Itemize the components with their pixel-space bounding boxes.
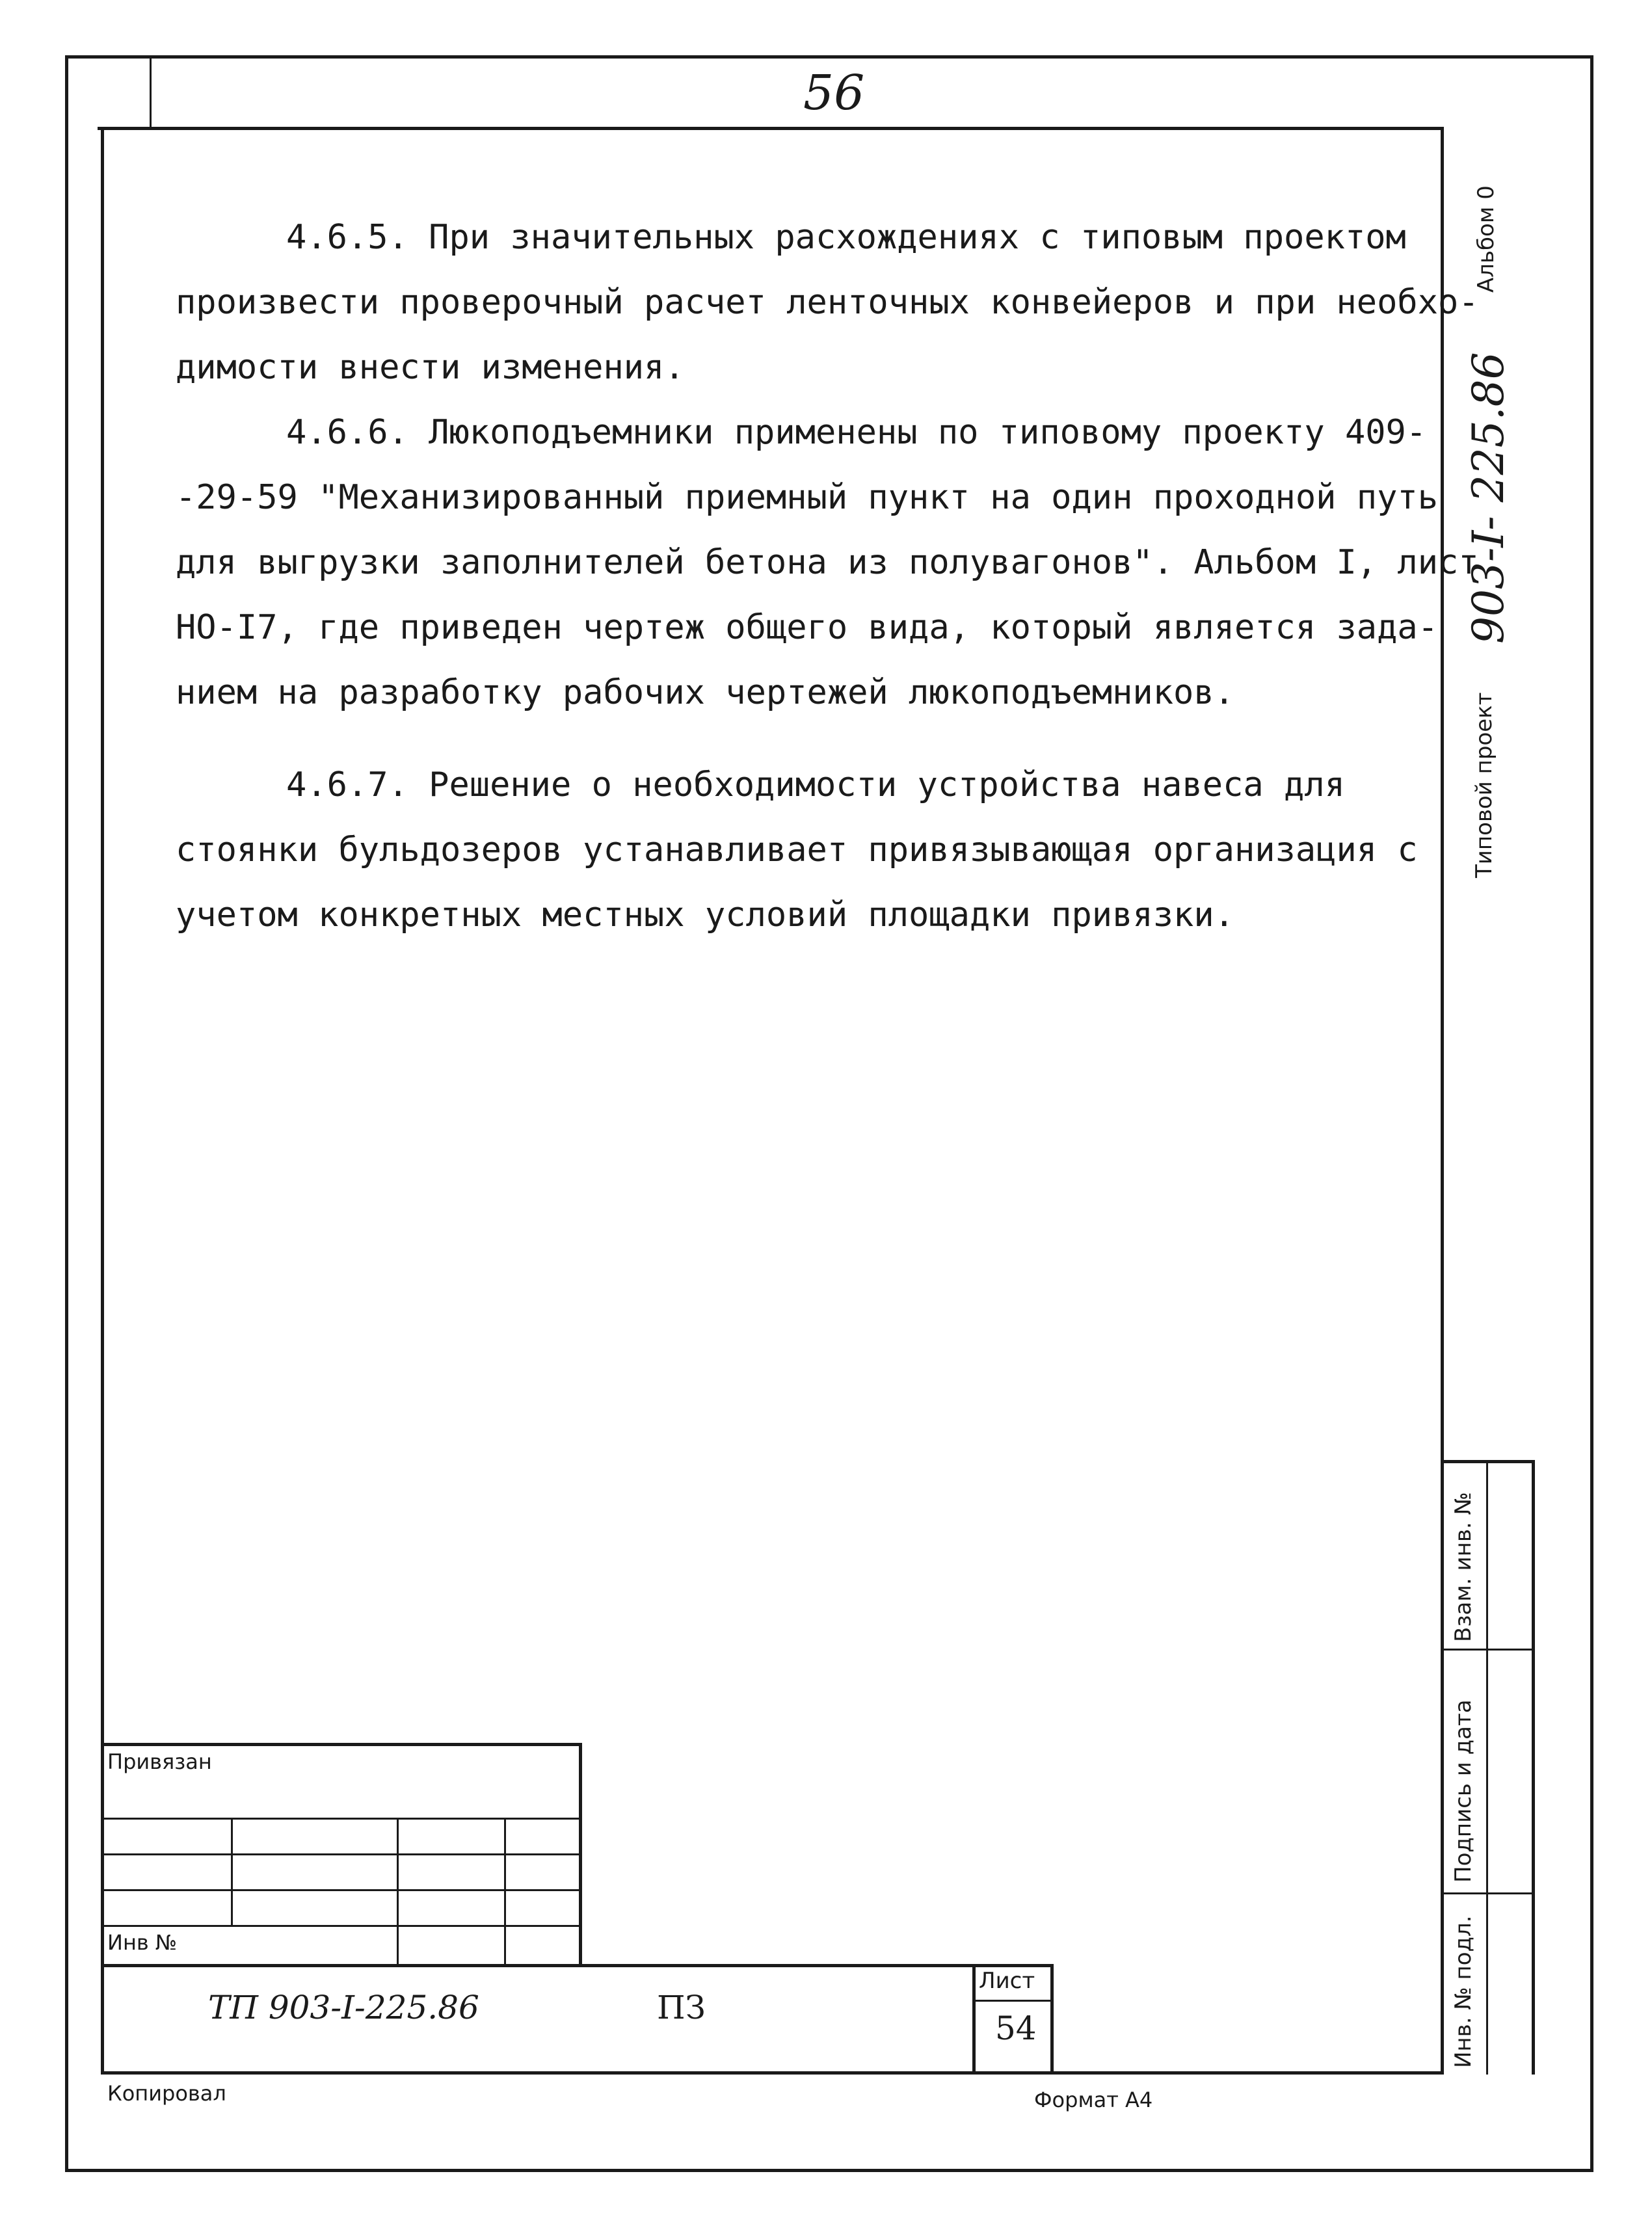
privyazan-row1 [101, 1818, 579, 1820]
privyazan-label: Привязан [107, 1749, 212, 1774]
project-code: 903-I- 225.86 [1463, 352, 1513, 644]
inv-podl-label: Инв. № подл. [1450, 1915, 1476, 2068]
sheet-box-div [972, 2000, 1054, 2002]
paragraph-line: НО-I7, где приведен чертеж общего вида, который является зада- [176, 608, 1439, 647]
paragraph-line: -29-59 "Механизированный приемный пункт на один проходной путь [176, 478, 1439, 517]
paragraph-line: димости внести изменения. [176, 348, 685, 387]
outer-border-right [1590, 55, 1593, 2172]
outer-border-bottom [65, 2169, 1593, 2172]
privyazan-row4 [101, 1925, 579, 1927]
side-stamp-div2 [1441, 1892, 1532, 1894]
privyazan-col2 [397, 1818, 399, 1964]
paragraph-line: стоянки бульдозеров устанавливает привязывающая организация с [176, 830, 1418, 869]
podpis-data-label: Подпись и дата [1450, 1699, 1476, 1883]
doc-type: ПЗ [657, 1989, 706, 2026]
vzam-inv-label: Взам. инв. № [1450, 1492, 1476, 1642]
page-number: 56 [803, 65, 865, 121]
inv-no-label: Инв № [107, 1930, 178, 1955]
privyazan-top [101, 1743, 582, 1746]
side-stamp-div1 [1441, 1649, 1532, 1651]
privyazan-right [579, 1743, 582, 1964]
project-label: Типовой проект [1471, 692, 1497, 878]
corner-box-divider [150, 55, 152, 127]
privyazan-row3 [101, 1889, 579, 1891]
inner-frame-top [98, 127, 1444, 130]
titleblock-top [101, 1964, 1054, 1967]
inner-frame-right [1441, 127, 1444, 2075]
paragraph-line: 4.6.6. Люкоподъемники применены по типовому проекту 409- [286, 413, 1427, 452]
inner-frame-left [101, 127, 104, 2075]
sheet-label: Лист [979, 1968, 1035, 1994]
paragraph-line: 4.6.5. При значительных расхождениях с типовым проектом [286, 218, 1406, 257]
side-stamp-mid [1486, 1460, 1488, 2075]
outer-border-top [65, 55, 1593, 59]
album-label: Альбом 0 [1473, 185, 1499, 293]
privyazan-col1 [231, 1818, 233, 1925]
titleblock-right [1050, 1964, 1054, 2075]
privyazan-row2 [101, 1853, 579, 1855]
doc-code: ТП 903-I-225.86 [208, 1989, 479, 2026]
sheet-box-left [972, 1964, 976, 2075]
copied-label: Копировал [107, 2081, 226, 2106]
outer-border-left [65, 55, 68, 2172]
paragraph-line: учетом конкретных местных условий площадки привязки. [176, 895, 1234, 935]
body-text [176, 205, 1479, 948]
privyazan-col3 [504, 1818, 506, 1964]
side-stamp-right [1532, 1460, 1535, 2075]
sheet-number: 54 [995, 2009, 1037, 2047]
format-label: Формат А4 [1034, 2088, 1153, 2112]
paragraph-line: для выгрузки заполнителей бетона из полувагонов". Альбом I, лист [176, 543, 1479, 582]
inner-frame-bottom [101, 2071, 1444, 2075]
paragraph-line: 4.6.7. Решение о необходимости устройства навеса для [286, 765, 1345, 804]
paragraph-line: произвести проверочный расчет ленточных конвейеров и при необхо- [176, 283, 1479, 322]
paragraph-line: нием на разработку рабочих чертежей люкоподъемников. [176, 673, 1234, 712]
